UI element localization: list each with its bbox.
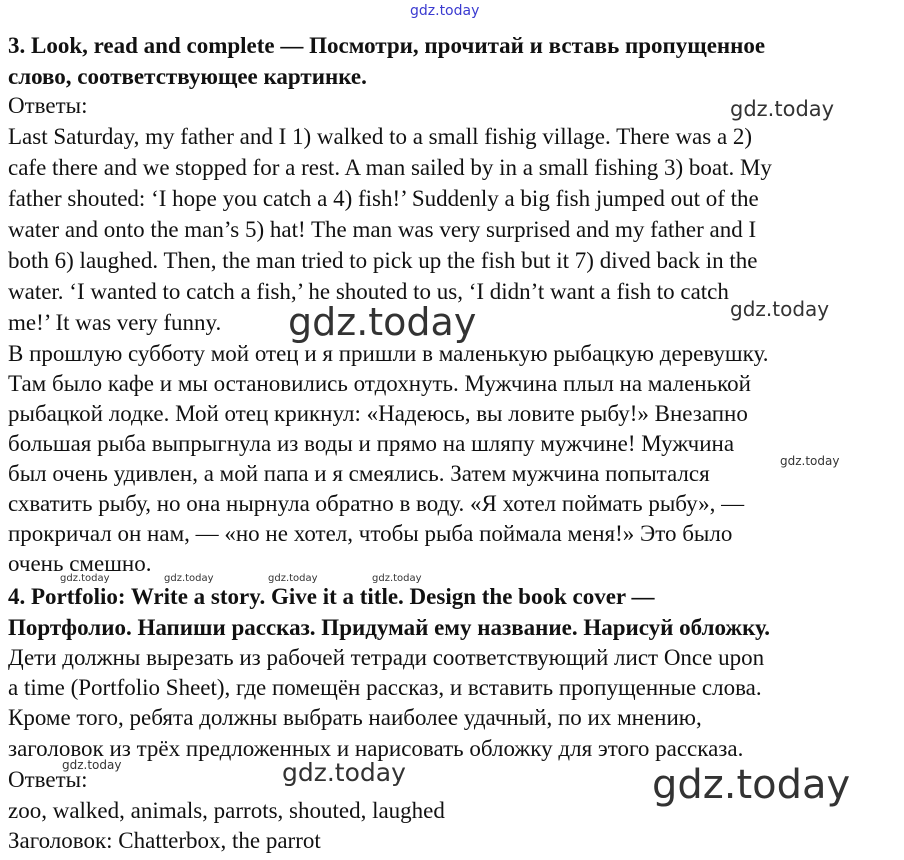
watermark: gdz.today — [372, 573, 422, 584]
task4-description-line: Дети должны вырезать из рабочей тетради соответствующий лист Once upon — [8, 645, 765, 670]
watermark: gdz.today — [282, 758, 406, 787]
watermark: gdz.today — [730, 97, 835, 121]
task3-russian-line: очень смешно. — [8, 551, 152, 576]
task3-russian-line: большая рыба выпрыгнула из воды и прямо на шляпу мужчине! Мужчина — [8, 431, 735, 456]
watermark: gdz.today — [268, 573, 318, 584]
task4-answers-label: Ответы: — [8, 767, 88, 792]
task4-description-line: a time (Portfolio Sheet), где помещён рассказ, и вставить пропущенные слова. — [8, 675, 762, 700]
watermark: gdz.today — [288, 300, 477, 344]
task3-russian-line: был очень удивлен, а мой папа и я смеялись. Затем мужчина попытался — [8, 461, 710, 486]
watermark: gdz.today — [730, 297, 830, 321]
task3-russian-line: В прошлую субботу мой отец и я пришли в маленькую рыбацкую деревушку. — [8, 341, 769, 366]
task4-heading-line-2: Портфолио. Напиши рассказ. Придумай ему название. Нарисуй обложку. — [8, 615, 770, 640]
watermark: gdz.today — [60, 573, 110, 584]
task3-russian-line: прокричал он нам, — «но не хотел, чтобы рыба поймала меня!» Это было — [8, 521, 733, 546]
task3-answers-label: Ответы: — [8, 93, 88, 118]
task3-english-line: father shouted: ‘I hope you catch a 4) fish!’ Suddenly a big fish jumped out of the — [8, 186, 759, 211]
task3-russian-line: Там было кафе и мы остановились отдохнуть. Мужчина плыл на маленькой — [8, 371, 751, 396]
task4-answer-words: zoo, walked, animals, parrots, shouted, laughed — [8, 798, 445, 823]
task3-english-line: cafe there and we stopped for a rest. A man sailed by in a small fishing 3) boat. My — [8, 155, 772, 180]
task3-heading-line-1: 3. Look, read and complete — Посмотри, прочитай и вставь пропущенное — [8, 33, 766, 58]
task4-description-line: Кроме того, ребята должны выбрать наиболее удачный, по их мнению, — [8, 705, 702, 730]
task3-english-line: water. ‘I wanted to catch a fish,’ he shouted to us, ‘I didn’t want a fish to catch — [8, 279, 729, 304]
watermark: gdz.today — [780, 454, 840, 468]
task4-description-line: заголовок из трёх предложенных и нарисовать обложку для этого рассказа. — [8, 736, 744, 761]
task3-english-line: both 6) laughed. Then, the man tried to pick up the fish but it 7) dived back in the — [8, 248, 758, 273]
watermark: gdz.today — [164, 573, 214, 584]
task3-english-line: water and onto the man’s 5) hat! The man was very surprised and my father and I — [8, 217, 757, 242]
task3-english-line: me!’ It was very funny. — [8, 310, 222, 335]
task3-russian-line: схватить рыбу, но она нырнула обратно в воду. «Я хотел поймать рыбу», — — [8, 491, 745, 516]
watermark: gdz.today — [62, 758, 122, 772]
watermark: gdz.today — [652, 762, 851, 808]
watermark-top: gdz.today — [410, 3, 480, 19]
task3-english-line: Last Saturday, my father and I 1) walked to a small fishig village. There was a 2) — [8, 124, 753, 149]
task3-russian-line: рыбацкой лодке. Мой отец крикнул: «Надеюсь, вы ловите рыбу!» Внезапно — [8, 401, 748, 426]
task3-heading-line-2: слово, соответствующее картинке. — [8, 64, 367, 89]
task4-title-line: Заголовок: Chatterbox, the parrot — [8, 828, 321, 853]
task4-heading-line-1: 4. Portfolio: Write a story. Give it a title. Design the book cover — — [8, 584, 655, 609]
